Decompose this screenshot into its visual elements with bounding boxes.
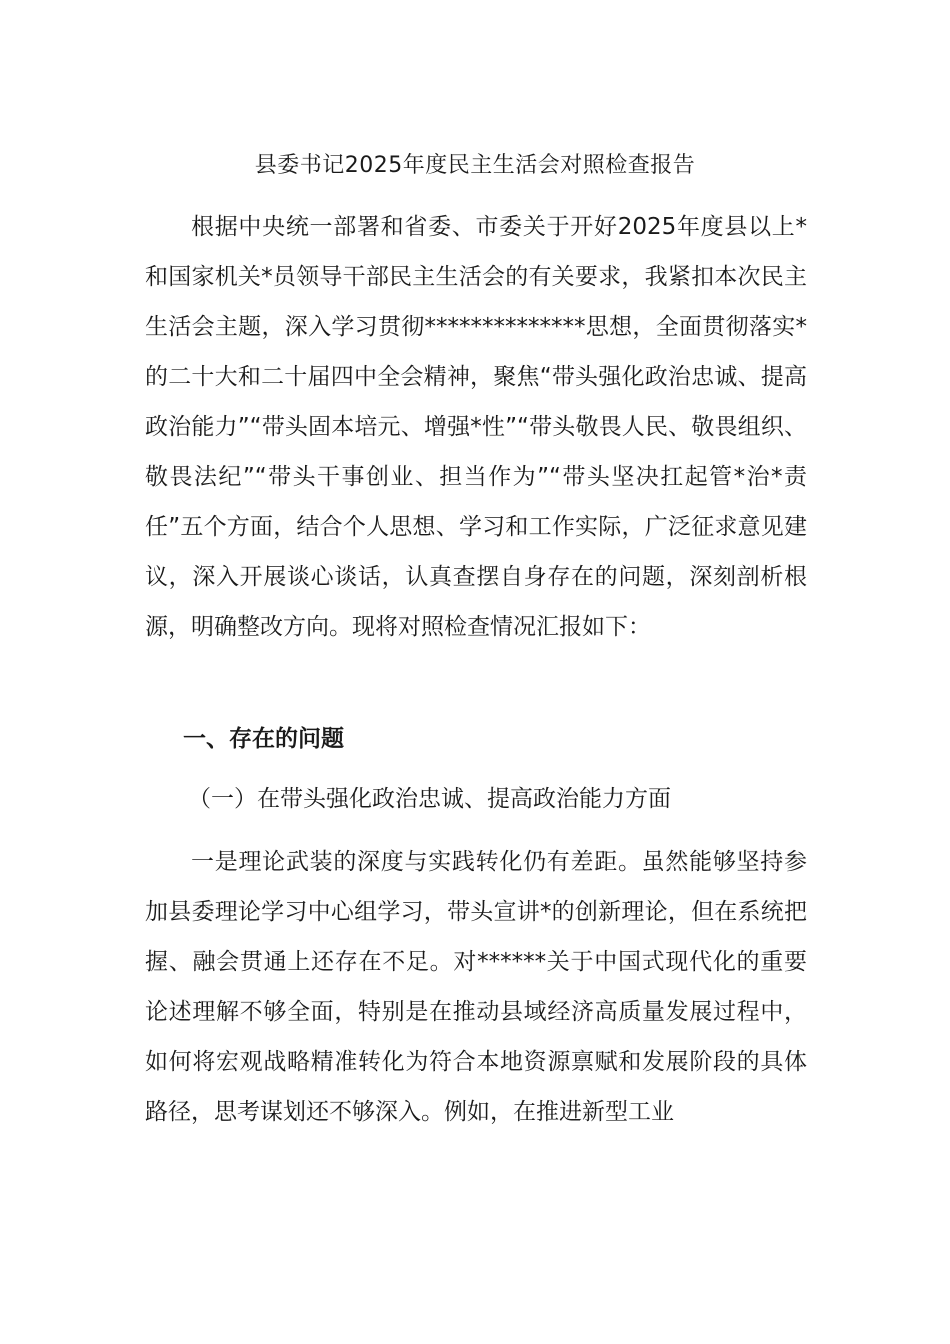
intro-paragraph: 根据中央统一部署和省委、市委关于开好2025年度县以上*和国家机关*员领导干部民主生活会的有关要求，我紧扣本次民主生活会主题，深入学习贯彻**************思想，全面贯彻落实*的二十大和二十届四中全会精神，聚焦“带头强化政治忠诚、提高政治能力”“带头固本培元、增强*性”“带头敬畏人民、敬畏组织、敬畏法纪”“带头干事创业、担当作为”“带头坚决扛起管*治*责任”五个方面，结合个人思想、学习和工作实际，广泛征求意见建议，深入开展谈心谈话，认真查摆自身存在的问题，深刻剖析根源，明确整改方向。现将对照检查情况汇报如下： [145, 214, 807, 640]
section-heading: 一、存在的问题 [183, 726, 344, 752]
subsection-heading: （一）在带头强化政治忠诚、提高政治能力方面 [188, 786, 671, 812]
body-paragraph: 一是理论武装的深度与实践转化仍有差距。虽然能够坚持参加县委理论学习中心组学习，带头宣讲*的创新理论，但在系统把握、融会贯通上还存在不足。对******关于中国式现代化的重要论述理解不够全面，特别是在推动县域经济高质量发展过程中，如何将宏观战略精准转化为符合本地资源禀赋和发展阶段的具体路径，思考谋划还不够深入。例如，在推进新型工业 [145, 849, 807, 1125]
document-title: 县委书记2025年度民主生活会对照检查报告 [254, 153, 696, 178]
